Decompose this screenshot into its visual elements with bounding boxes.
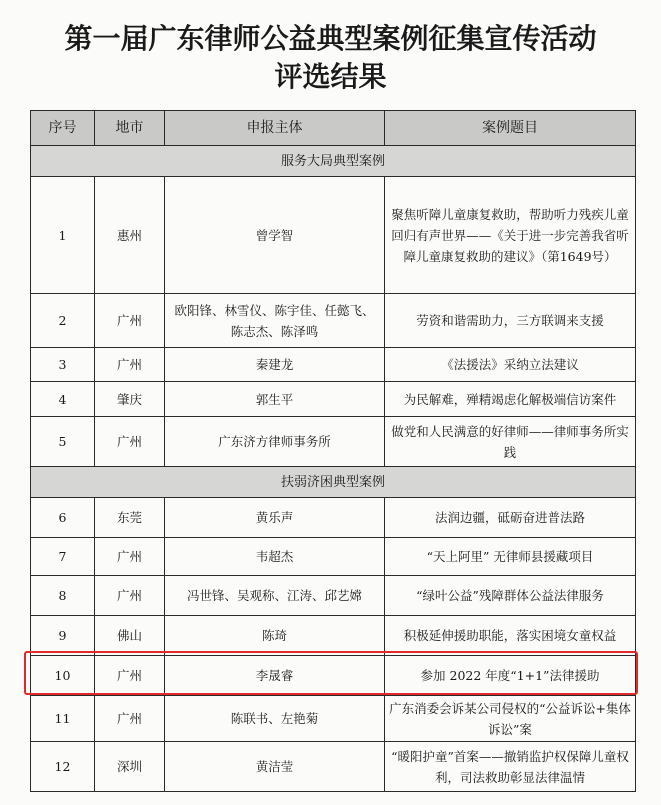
row-no: 9 xyxy=(31,616,95,656)
row-case-title: 为民解难，殚精竭虑化解极端信访案件 xyxy=(385,382,636,417)
row-city: 肇庆 xyxy=(95,382,165,417)
section-title: 扶弱济困典型案例 xyxy=(31,467,636,498)
page-title: 第一届广东律师公益典型案例征集宣传活动 xyxy=(64,22,597,55)
row-city: 广州 xyxy=(95,294,165,348)
row-no: 10 xyxy=(31,656,95,696)
row-no: 12 xyxy=(31,742,95,792)
row-case-title: 做党和人民满意的好律师——律师事务所实践 xyxy=(385,417,636,467)
table-row xyxy=(31,538,636,576)
header-city: 地市 xyxy=(95,111,165,146)
row-no: 7 xyxy=(31,538,95,576)
table-row xyxy=(31,382,636,417)
section-title: 服务大局典型案例 xyxy=(31,146,636,177)
header-case-title: 案例题目 xyxy=(385,111,636,146)
row-city: 广州 xyxy=(95,417,165,467)
header-no: 序号 xyxy=(31,111,95,146)
section-row xyxy=(31,146,636,177)
row-no: 11 xyxy=(31,696,95,742)
row-no: 1 xyxy=(31,177,95,294)
row-applicant: 冯世锋、吴观称、江涛、邱艺嫦 xyxy=(165,576,385,616)
row-applicant: 黄洁莹 xyxy=(165,742,385,792)
row-case-title: “绿叶公益”残障群体公益法律服务 xyxy=(385,576,636,616)
row-case-title: “暖阳护童”首案——撤销监护权保障儿童权利，司法救助彰显法律温情 xyxy=(385,742,636,792)
row-case-title: 参加 2022 年度“1+1”法律援助 xyxy=(385,656,636,696)
row-city: 佛山 xyxy=(95,616,165,656)
row-no: 4 xyxy=(31,382,95,417)
row-city: 广州 xyxy=(95,656,165,696)
row-case-title: “天上阿里” 无律师县援藏项目 xyxy=(385,538,636,576)
table-row xyxy=(31,348,636,382)
table-header-row xyxy=(31,111,636,146)
table-row xyxy=(31,656,636,696)
row-no: 5 xyxy=(31,417,95,467)
row-city: 惠州 xyxy=(95,177,165,294)
row-applicant: 曾学智 xyxy=(165,177,385,294)
row-no: 6 xyxy=(31,498,95,538)
table-row xyxy=(31,616,636,656)
row-city: 广州 xyxy=(95,538,165,576)
table-row xyxy=(31,498,636,538)
row-no: 8 xyxy=(31,576,95,616)
row-applicant: 欧阳锋、林雪仪、陈宇佳、任懿飞、陈志杰、陈泽鸣 xyxy=(165,294,385,348)
row-no: 3 xyxy=(31,348,95,382)
row-city: 广州 xyxy=(95,696,165,742)
table-row xyxy=(31,696,636,742)
row-case-title: 法润边疆，砥砺奋进普法路 xyxy=(385,498,636,538)
table-row xyxy=(31,417,636,467)
row-applicant: 陈琦 xyxy=(165,616,385,656)
row-city: 东莞 xyxy=(95,498,165,538)
page-subtitle: 评选结果 xyxy=(274,60,387,93)
table-row xyxy=(31,294,636,348)
row-city: 广州 xyxy=(95,576,165,616)
table-row xyxy=(31,742,636,792)
row-applicant: 郭生平 xyxy=(165,382,385,417)
row-no: 2 xyxy=(31,294,95,348)
row-case-title: 广东消委会诉某公司侵权的“公益诉讼+集体诉讼”案 xyxy=(385,696,636,742)
section-row xyxy=(31,467,636,498)
row-applicant: 秦建龙 xyxy=(165,348,385,382)
row-case-title: 积极延伸援助职能，落实困境女童权益 xyxy=(385,616,636,656)
row-applicant: 陈联书、左艳菊 xyxy=(165,696,385,742)
row-city: 深圳 xyxy=(95,742,165,792)
header-applicant: 申报主体 xyxy=(165,111,385,146)
row-case-title: 《法援法》采纳立法建议 xyxy=(385,348,636,382)
row-applicant: 黄乐声 xyxy=(165,498,385,538)
row-case-title: 聚焦听障儿童康复救助，帮助听力残疾儿童回归有声世界——《关于进一步完善我省听障儿童康复救助的建议》（第1649号） xyxy=(385,177,636,294)
row-applicant: 李晟睿 xyxy=(165,656,385,696)
row-applicant: 韦超杰 xyxy=(165,538,385,576)
table-row xyxy=(31,177,636,294)
row-city: 广州 xyxy=(95,348,165,382)
row-applicant: 广东济方律师事务所 xyxy=(165,417,385,467)
results-table xyxy=(30,110,636,792)
table-row xyxy=(31,576,636,616)
row-case-title: 劳资和谐需助力，三方联调来支援 xyxy=(385,294,636,348)
